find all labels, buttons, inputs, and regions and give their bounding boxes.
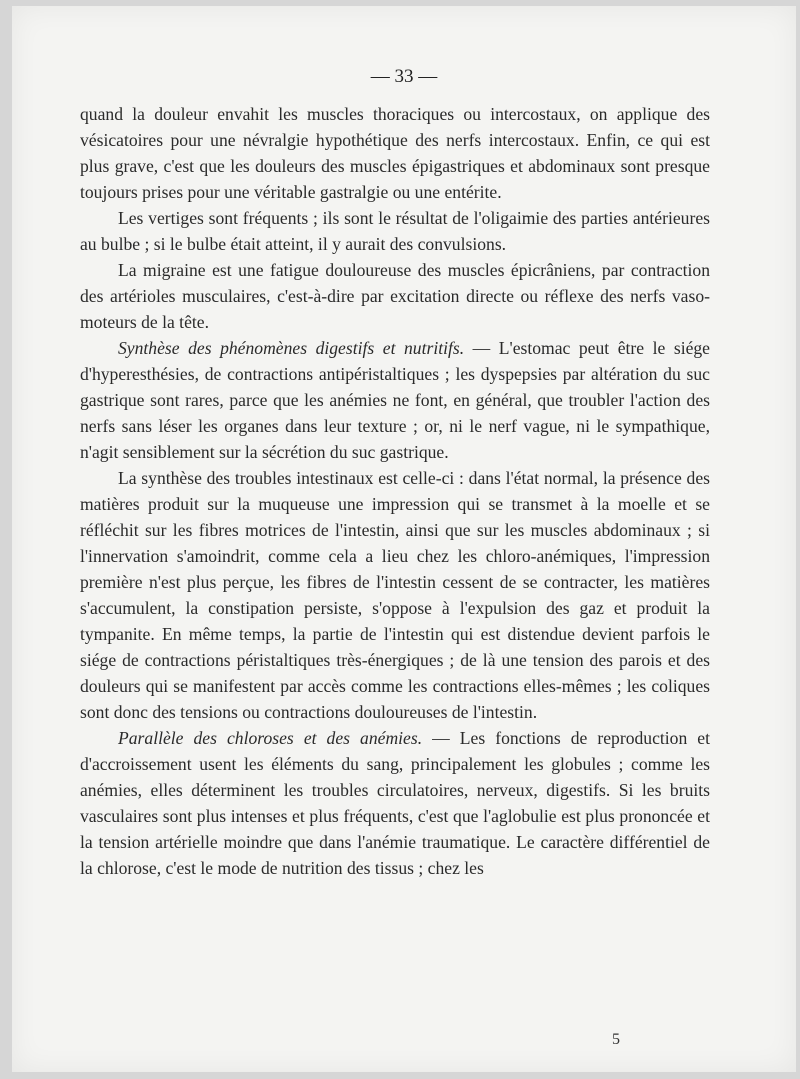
paragraph-6-text: — Les fonctions de reproduction et d'accroissement usent les éléments du sang, principalement les globules ; comme les anémies, elles déterminent les troubles circulatoires, nerveux, digestifs. Si les bruits vasculaires sont plus intenses et plus fréquents, c'est que l'aglobulie est plus prononcée et la tension artérielle moindre que dans l'anémie traumatique. Le caractère différentiel de la chlorose, c'est le mode de nutrition des tissus ; chez les (80, 728, 711, 878)
book-page (12, 6, 796, 1072)
paragraph-1 (80, 101, 710, 205)
paragraph-5 (80, 465, 710, 725)
paragraph-4-text: — L'estomac peut être le siége d'hyperesthésies, de contractions antipéristaltiques ; les dyspepsies par altération du suc gastrique sont rares, parce que les anémies ne font, en général, que troubler l'action des nerfs sans léser les organes dans leur texture ; or, ni le nerf vague, ni le sympathique, n'agit sensiblement sur la sécrétion du suc gastrique. (80, 338, 710, 462)
paragraph-2-text: Les vertiges sont fréquents ; ils sont le résultat de l'oligaimie des parties antérieures au bulbe ; si le bulbe était atteint, il y aurait des convulsions. (80, 208, 710, 254)
paragraph-6 (80, 725, 710, 881)
paragraph-5-text: La synthèse des troubles intestinaux est celle-ci : dans l'état normal, la présence des matières produit sur la muqueuse une impression qui se transmet à la moelle et se réfléchit sur les fibres motrices de l'intestin, ainsi que sur les muscles abdominaux ; si l'innervation s'amoindrit, comme cela a lieu chez les chloro-anémiques, l'impression première n'est plus perçue, les fibres de l'intestin cessent de se contracter, les matières s'accumulent, la constipation persiste, s'oppose à l'expulsion des gaz et produit la tympanite. En même temps, la partie de l'intestin qui est distendue devient parfois le siége de contractions péristaltiques très-énergiques ; de là une tension des parois et des douleurs qui se manifestent par accès comme les contractions elles-mêmes ; les coliques sont donc des tensions ou contractions douloureuses de l'intestin. (80, 468, 710, 722)
paragraph-4 (80, 335, 710, 465)
section-heading-parallele: Parallèle des chloroses et des anémies. (118, 728, 423, 748)
paragraph-1-text: quand la douleur envahit les muscles thoraciques ou intercostaux, on applique des vésicatoires pour une névralgie hypothétique des nerfs intercostaux. Enfin, ce qui est plus grave, c'est que les douleurs des muscles épigastriques et abdominaux sont presque toujours prises pour une véritable gastralgie ou une entérite. (80, 104, 710, 202)
running-head-page-number: — 33 — (370, 66, 438, 87)
section-heading-digestifs: Synthèse des phénomènes digestifs et nutritifs. (118, 338, 465, 358)
paragraph-3 (80, 257, 710, 335)
signature-mark: 5 (612, 1031, 620, 1048)
paragraph-2 (80, 205, 710, 257)
body-text (80, 101, 710, 881)
paragraph-3-text: La migraine est une fatigue douloureuse des muscles épicrâniens, par contraction des artérioles musculaires, c'est-à-dire par excitation directe ou réflexe des nerfs vaso-moteurs de la tête. (80, 260, 710, 332)
